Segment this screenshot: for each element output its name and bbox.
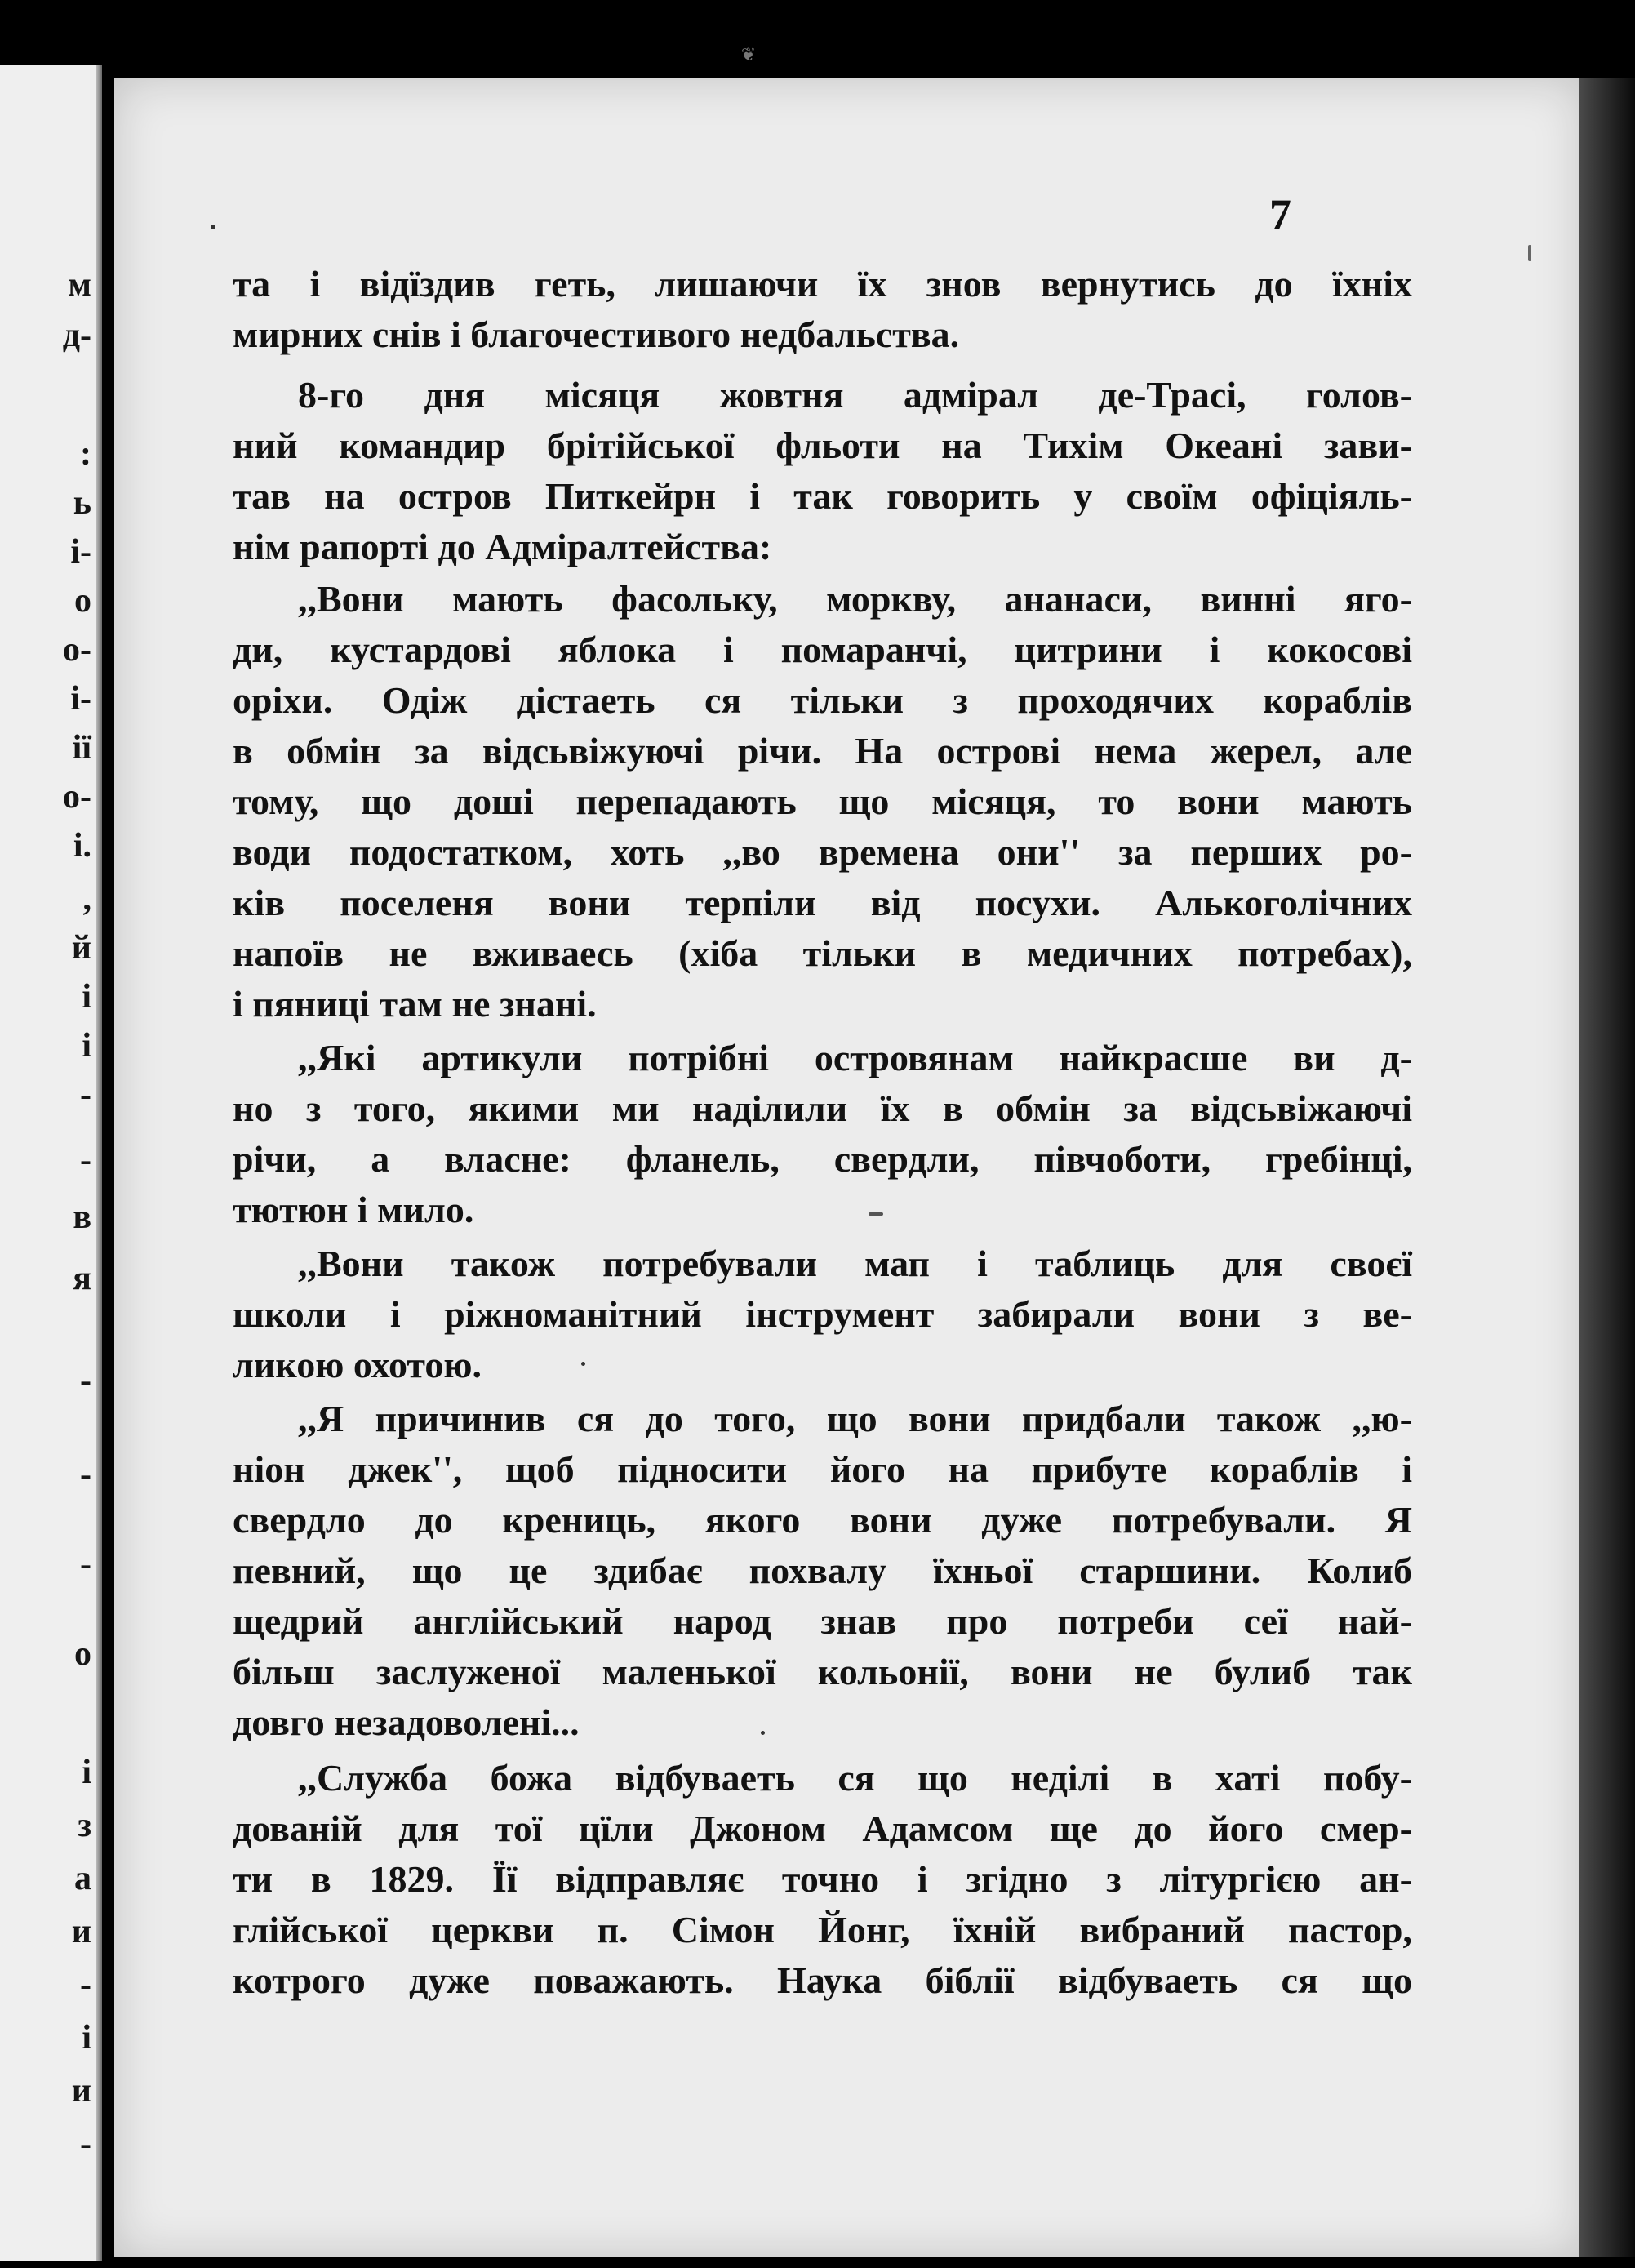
- left-margin-fragment: і-: [70, 680, 91, 718]
- text-line: ди, кустардові яблока і помаранчі, цитрини і кокосові: [233, 629, 1412, 670]
- text-line: школи і ріжноманітний інструмент забирали вони з ве-: [233, 1293, 1412, 1335]
- text-line: ,,Вони також потребували мап і таблиць для своєї: [298, 1243, 1412, 1284]
- page-number: 7: [1269, 190, 1291, 239]
- text-line: більш заслуженої маленької кольонії, вони не булиб так: [233, 1651, 1412, 1692]
- left-margin-fragment: -: [80, 1076, 91, 1114]
- left-margin-fragment: і.: [73, 827, 91, 865]
- left-margin-fragment: и: [71, 1913, 91, 1950]
- text-line: напоїв не вживаесь (хіба тільки в медичних потребах),: [233, 932, 1412, 974]
- scan-speck: [211, 225, 215, 229]
- left-margin-fragment: в: [73, 1198, 91, 1236]
- left-margin-fragment: а: [74, 1860, 91, 1897]
- text-line: довго незадоволені...: [233, 1701, 580, 1743]
- text-line: води подостатком, хоть ,,во времена они'' за перших ро-: [233, 831, 1412, 873]
- left-margin-fragment: ь: [73, 484, 91, 522]
- text-line: ти в 1829. Її відправляє точно і згідно з літургією ан-: [233, 1858, 1412, 1900]
- gutter-shadow: [96, 65, 102, 2261]
- left-margin-fragment: -: [80, 1362, 91, 1399]
- text-line: мирних снів і благочестивого недбальства.: [233, 314, 960, 355]
- left-margin-fragment: і: [82, 978, 91, 1016]
- top-ornament: ❦: [740, 45, 757, 65]
- scan-speck: [581, 1362, 585, 1366]
- text-line: тав на остров Питкейрн і так говорить у своїм офіціяль-: [233, 475, 1412, 517]
- left-margin-fragment: я: [73, 1260, 91, 1297]
- page-text: [233, 265, 1412, 2029]
- text-line: ликою охотою.: [233, 1344, 482, 1385]
- text-line: річи, а власне: фланель, свердли, півчоботи, гребінці,: [233, 1138, 1412, 1180]
- left-margin-fragment: і: [82, 1754, 91, 1791]
- left-margin-fragment: -: [80, 1545, 91, 1583]
- text-line: певний, що це здибає похвалу їхньої старшини. Колиб: [233, 1550, 1412, 1591]
- text-line: ,,Вони мають фасольку, моркву, ананаси, винні яго-: [298, 578, 1412, 620]
- text-line: глійської церкви п. Сімон Йонг, їхній вибраний пастор,: [233, 1909, 1412, 1950]
- text-line: ,,Служба божа відбуваеть ся що неділі в хаті побу-: [298, 1757, 1412, 1799]
- text-line: дованій для тої цїли Джоном Адамсом ще до його смер-: [233, 1808, 1412, 1849]
- text-line: но з того, якими ми наділили їх в обмін за відсьвіжаючі: [233, 1087, 1412, 1129]
- text-line: нім рапорті до Адміралтейства:: [233, 526, 772, 567]
- text-line: котрого дуже поважають. Наука біблії відбуваеть ся що: [233, 1959, 1412, 2001]
- left-margin-fragment: д-: [62, 317, 91, 354]
- text-line: оріхи. Одіж дістаеть ся тільки з проходячих кораблів: [233, 679, 1412, 721]
- left-margin-fragment: о-: [63, 778, 91, 816]
- text-line: і пяниці там не знані.: [233, 983, 597, 1025]
- left-margin-fragment: о: [74, 1635, 91, 1673]
- text-line: в обмін за відсьвіжуючі річи. На острові нема жерел, але: [233, 730, 1412, 772]
- left-margin-fragment: -: [80, 2125, 91, 2163]
- left-margin-fragment: і-: [70, 533, 91, 571]
- left-margin-fragment: і: [82, 1027, 91, 1065]
- left-margin-fragment: м: [68, 266, 91, 304]
- left-margin-fragment: о-: [63, 631, 91, 669]
- left-margin-fragment: -: [80, 1966, 91, 2003]
- left-margin-fragment: и: [71, 2072, 91, 2110]
- left-page-edge: [0, 65, 102, 2261]
- left-margin-fragment: -: [80, 1456, 91, 1493]
- text-line: тютюн і мило.: [233, 1189, 474, 1230]
- text-line: та і відїздив геть, лишаючи їх знов вернутись до їхніх: [233, 263, 1412, 305]
- left-margin-fragments: [0, 65, 96, 2261]
- left-margin-fragment: і: [82, 2019, 91, 2057]
- text-line: ,,Я причинив ся до того, що вони придбали також ,,ю-: [298, 1398, 1412, 1439]
- scan-mark: [1528, 245, 1531, 261]
- left-margin-fragment: -: [80, 1141, 91, 1179]
- left-margin-fragment: ,: [82, 880, 91, 918]
- left-margin-fragment: ії: [72, 729, 91, 767]
- left-margin-fragment: й: [71, 929, 91, 967]
- text-line: ний командир брітійської фльоти на Тихім Океані зави-: [233, 425, 1412, 466]
- text-line: тому, що доші перепадають що місяця, то вони мають: [233, 780, 1412, 822]
- left-margin-fragment: з: [78, 1807, 91, 1844]
- text-line: 8-го дня місяця жовтня адмірал де-Трасі, голов-: [298, 374, 1412, 416]
- text-line: свердло до крениць, якого вони дуже потребували. Я: [233, 1499, 1412, 1541]
- scan-mark: [869, 1212, 883, 1216]
- text-line: ,,Які артикули потрібні островянам найкрасше ви д-: [298, 1037, 1412, 1078]
- left-margin-fragment: о: [74, 582, 91, 620]
- right-page-edge: [1579, 78, 1635, 2257]
- text-line: ків поселеня вони терпіли від посухи. Алькоголічних: [233, 882, 1412, 923]
- text-line: ніон джек'', щоб підносити його на прибуте кораблів і: [233, 1448, 1412, 1490]
- scan-speck: [761, 1731, 765, 1735]
- left-margin-fragment: :: [80, 435, 91, 473]
- text-line: щедрий англійський народ знав про потреби сеї най-: [233, 1600, 1412, 1642]
